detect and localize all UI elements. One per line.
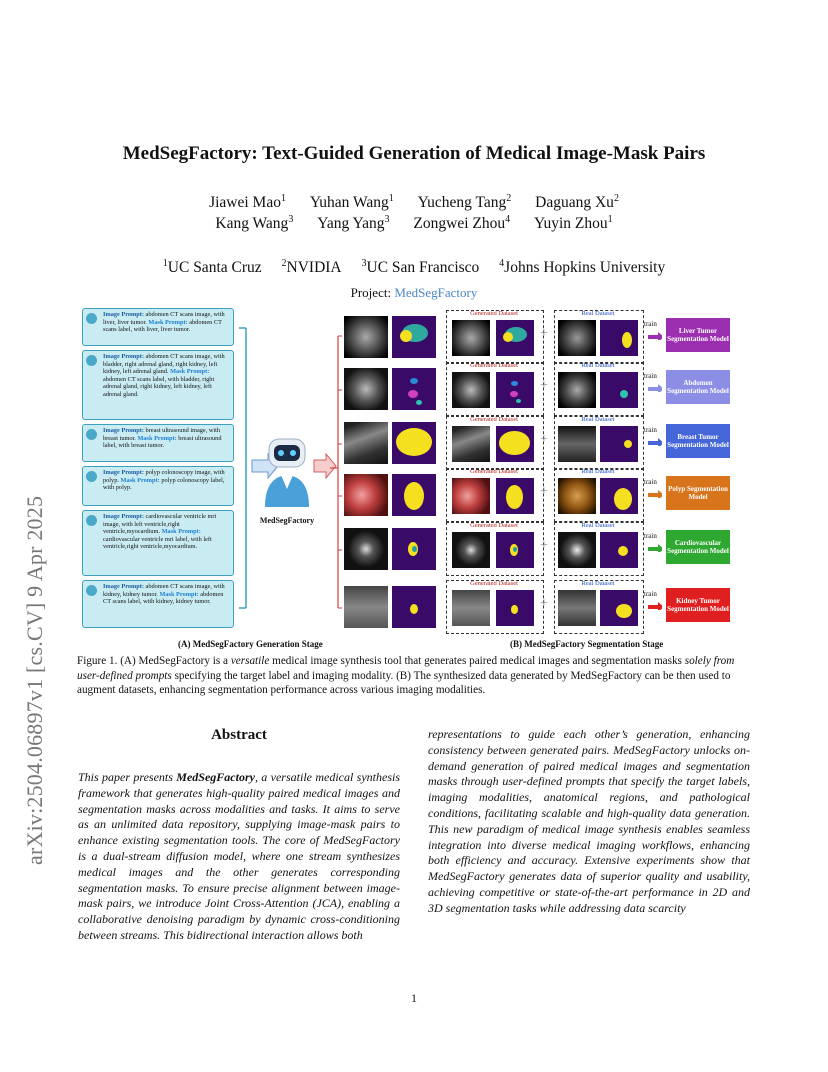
- train-label: train: [644, 426, 657, 434]
- train-arrow-icon: [648, 438, 662, 446]
- user-avatar-icon: [86, 585, 97, 596]
- plus-icon: +: [540, 326, 548, 341]
- generated-dataset-label: Generated Dataset: [470, 416, 518, 423]
- train-arrow-icon: [648, 490, 662, 498]
- generated-mask: [496, 320, 534, 356]
- authors-row-1: [0, 193, 828, 212]
- mask-region: [499, 431, 530, 455]
- real-image: [558, 532, 596, 568]
- abstract-text-left: This paper presents MedSegFactory, a versatile medical synthesis framework that generates high-quality paired medical images and segmentation masks across modalities and tasks. It aims to serve as an unlimited data repository, supplying image-mask pairs to enhance existing segmentation tools. The core of MedSegFactory is a dual-stream diffusion model, where one stream synthesizes medical images and the other generates corresponding segmentation masks. To ensure precise alignment between image-mask pairs, we introduce Joint Cross-Attention (JCA), enabling a collaborative denoising paradigm by dynamic cross-conditioning between streams. This bidirectional interaction allows both: [78, 770, 401, 942]
- real-image: [558, 590, 596, 626]
- user-avatar-icon: [86, 471, 97, 482]
- train-arrow-icon: [648, 544, 662, 552]
- bracket: [328, 308, 344, 630]
- mask-region: [412, 546, 417, 552]
- prompt-card: Image Prompt: abdomen CT scans image, with liver, liver tumor. Mask Prompt: abdomen CT scans label, with liver, liver tumor.: [82, 308, 234, 346]
- plus-icon: +: [540, 378, 548, 393]
- real-mask: [600, 478, 638, 514]
- generated-dataset-label: Generated Dataset: [470, 310, 518, 317]
- mask-region: [624, 440, 632, 448]
- author: Yuhan Wang$^1$: [309, 193, 394, 212]
- stage-b-label: (B) MedSegFactory Segmentation Stage: [510, 639, 664, 649]
- mask-region: [400, 330, 412, 342]
- segmentation-model-box: Cardiovascular Segmentation Model: [666, 530, 730, 564]
- generated-dataset-label: Generated Dataset: [470, 522, 518, 529]
- generated-mask: [496, 532, 534, 568]
- real-dataset-label: Real Dataset: [581, 468, 615, 475]
- figure-1: [82, 308, 750, 653]
- real-image: [558, 426, 596, 462]
- real-dataset-label: Real Dataset: [581, 580, 615, 587]
- mask-region: [516, 399, 521, 403]
- train-label: train: [644, 532, 657, 540]
- segmentation-model-box: Abdomen Segmentation Model: [666, 370, 730, 404]
- generated-mask: [496, 590, 534, 626]
- real-mask: [600, 532, 638, 568]
- generated-dataset-label: Generated Dataset: [470, 468, 518, 475]
- plus-icon: +: [540, 484, 548, 499]
- prompt-card: Image Prompt: abdomen CT scans image, with bladder, right adrenal gland, right kidney, left kidney, left adrenal gland. Mask Prompt: abdomen CT scans label, with bladder, right adrenal gland, right kidney, left kidney, left adrenal gland.: [82, 350, 234, 420]
- train-arrow-icon: [648, 332, 662, 340]
- user-avatar-icon: [86, 355, 97, 366]
- train-arrow-icon: [648, 384, 662, 392]
- user-avatar-icon: [86, 515, 97, 526]
- generated-dataset-label: Generated Dataset: [470, 580, 518, 587]
- train-label: train: [644, 478, 657, 486]
- source-mask: [392, 422, 436, 464]
- project-label: Project:: [350, 285, 392, 300]
- source-mask: [392, 528, 436, 570]
- segmentation-model-box: Breast Tumor Segmentation Model: [666, 424, 730, 458]
- abstract-heading: Abstract: [211, 727, 267, 743]
- generated-mask: [496, 478, 534, 514]
- generated-image: [452, 590, 490, 626]
- mask-region: [416, 400, 422, 405]
- generated-image: [452, 532, 490, 568]
- source-image: [344, 422, 388, 464]
- mask-region: [410, 378, 418, 384]
- segmentation-model-box: Liver Tumor Segmentation Model: [666, 318, 730, 352]
- plus-icon: +: [540, 538, 548, 553]
- affiliation: $^2$NVIDIA: [281, 258, 342, 277]
- prompt-card: Image Prompt: abdomen CT scans image, with kidney, kidney tumor. Mask Prompt: abdomen CT scans label, with kidney, kidney tumor.: [82, 580, 234, 628]
- affiliation: $^1$UC Santa Cruz: [162, 258, 262, 277]
- mask-region: [616, 604, 632, 618]
- source-mask: [392, 368, 436, 410]
- source-mask: [392, 474, 436, 516]
- mask-region: [396, 428, 432, 456]
- mask-region: [410, 604, 418, 614]
- source-image: [344, 586, 388, 628]
- real-dataset-label: Real Dataset: [581, 310, 615, 317]
- author: Jiawei Mao$^1$: [209, 193, 286, 212]
- mask-region: [622, 332, 632, 348]
- plus-icon: +: [540, 596, 548, 611]
- paper-title: MedSegFactory: Text-Guided Generation of Medical Image-Mask Pairs: [122, 143, 706, 164]
- user-avatar-icon: [86, 429, 97, 440]
- author: Yucheng Tang$^2$: [417, 193, 512, 212]
- train-label: train: [644, 590, 657, 598]
- author: Yuyin Zhou$^1$: [533, 214, 613, 233]
- segmentation-model-box: Kidney Tumor Segmentation Model: [666, 588, 730, 622]
- generated-image: [452, 372, 490, 408]
- mask-region: [614, 488, 632, 510]
- mask-region: [510, 391, 519, 398]
- plus-icon: +: [540, 432, 548, 447]
- mask-region: [503, 332, 513, 342]
- generated-image: [452, 320, 490, 356]
- real-mask: [600, 320, 638, 356]
- figure-caption: Figure 1. (A) MedSegFactory is a versatile medical image synthesis tool that generates paired medical images and segmentation masks solely from user-defined prompts specifying the target label and imaging modality. (B) The synthesized data generated by MedSegFactory can be then used to augment datasets, enhancing segmentation performance across various imaging modalities.: [77, 655, 735, 697]
- mask-region: [511, 605, 518, 614]
- train-label: train: [644, 320, 657, 328]
- prompt-card: Image Prompt: breast ultrasound image, with breast tumor. Mask Prompt: breast ultrasound label, with breast tumor.: [82, 424, 234, 462]
- user-avatar-icon: [86, 313, 97, 324]
- source-image: [344, 316, 388, 358]
- author: Kang Wang$^3$: [215, 214, 294, 233]
- affiliations: [0, 258, 828, 277]
- real-dataset-label: Real Dataset: [581, 362, 615, 369]
- abstract-text-right: representations to guide each other’s generation, enhancing consistency between generated pairs. MedSegFactory unlocks on-demand generation of paired medical images and segmentation masks through user-defined prompts that specify the target labels, imaging modalities, anatomical regions, and pathological conditions, facilitating scalable and high-quality data generation. This new paradigm of medical image synthesis enables seamless integration into diverse medical imaging workflows, enhancing both efficiency and accuracy. Extensive experiments show that MedSegFactory generates data of superior quality and usability, achieving competitive or state-of-the-art performance in 2D and 3D segmentation tasks while addressing data scarcity: [428, 727, 750, 915]
- source-image: [344, 368, 388, 410]
- robot-icon: [257, 433, 317, 513]
- project-line: [0, 285, 828, 301]
- source-image: [344, 474, 388, 516]
- generated-mask: [496, 372, 534, 408]
- affiliation: $^4$Johns Hopkins University: [499, 258, 666, 277]
- train-arrow-icon: [648, 602, 662, 610]
- real-image: [558, 478, 596, 514]
- mask-region: [404, 482, 424, 510]
- real-mask: [600, 590, 638, 626]
- generated-image: [452, 426, 490, 462]
- authors-row-2: [0, 214, 828, 233]
- project-link[interactable]: MedSegFactory: [394, 285, 478, 300]
- real-image: [558, 372, 596, 408]
- source-mask: [392, 316, 436, 358]
- real-dataset-label: Real Dataset: [581, 522, 615, 529]
- robot-label: MedSegFactory: [259, 516, 315, 525]
- author: Daguang Xu$^2$: [535, 193, 619, 212]
- mask-region: [408, 390, 418, 398]
- generated-dataset-label: Generated Dataset: [470, 362, 518, 369]
- mask-region: [506, 485, 523, 509]
- arxiv-identifier: arXiv:2504.06897v1 [cs.CV] 9 Apr 2025: [22, 495, 47, 865]
- train-label: train: [644, 372, 657, 380]
- real-mask: [600, 426, 638, 462]
- real-dataset-label: Real Dataset: [581, 416, 615, 423]
- stage-a-label: (A) MedSegFactory Generation Stage: [178, 639, 323, 649]
- generated-image: [452, 478, 490, 514]
- mask-region: [618, 546, 628, 556]
- mask-region: [620, 390, 628, 398]
- page-number: 1: [411, 991, 417, 1005]
- generated-mask: [496, 426, 534, 462]
- prompt-card: Image Prompt: cardiovascular ventricle mri image, with left ventricle,right ventricle,myocardium. Mask Prompt: cardiovascular ventricle mri label, with left ventricle,right ventricle,myocardium.: [82, 510, 234, 576]
- affiliation: $^3$UC San Francisco: [361, 258, 480, 277]
- author: Zongwei Zhou$^4$: [413, 214, 511, 233]
- source-image: [344, 528, 388, 570]
- source-mask: [392, 586, 436, 628]
- segmentation-model-box: Polyp Segmentation Model: [666, 476, 730, 510]
- real-image: [558, 320, 596, 356]
- prompt-card: Image Prompt: polyp colonoscopy image, with polyp. Mask Prompt: polyp colonoscopy label, with polyp.: [82, 466, 234, 506]
- real-mask: [600, 372, 638, 408]
- author: Yang Yang$^3$: [317, 214, 390, 233]
- mask-region: [511, 381, 518, 386]
